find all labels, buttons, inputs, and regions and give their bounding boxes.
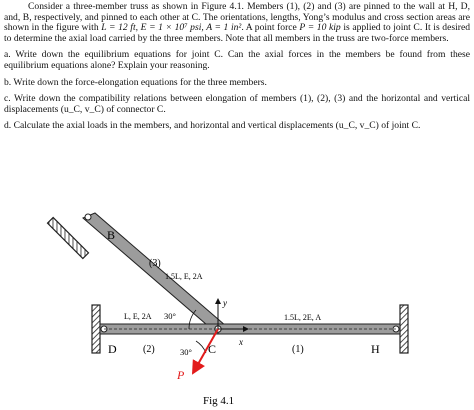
- label-member3: (3): [149, 258, 161, 269]
- problem-intro: [4, 2, 470, 44]
- force-value: P = 10 kip: [299, 22, 341, 34]
- question-d: d. Calculate the axial loads in the members, and horizontal and vertical displacements (u_C, v_C) of joint C.: [4, 120, 421, 132]
- label-angle-bottom: 30°: [180, 347, 192, 357]
- label-axis-y: y: [223, 298, 227, 308]
- label-member2: (2): [143, 344, 155, 355]
- wall-h: [400, 305, 408, 353]
- member-3: [83, 213, 226, 331]
- intro-text: is applied to joint C. It is desired to determine the axial load carried by the three members. Note that all members in the truss are two-force members.: [4, 22, 471, 44]
- label-d: D: [108, 342, 117, 356]
- label-props2: L, E, 2A: [124, 312, 152, 321]
- label-h: H: [371, 342, 380, 356]
- wall-d: [92, 305, 100, 353]
- truss-figure: [0, 205, 474, 410]
- question-b: b. Write down the force-elongation equations for the three members.: [4, 76, 267, 88]
- label-member1: (1): [292, 344, 304, 355]
- problem-statement: [4, 2, 470, 132]
- question-a: a. Write down the equilibrium equations for joint C. Can the axial forces in the members be found from these equilibrium equations alone? Explain your reasoning.: [4, 49, 470, 71]
- question-c: c. Write down the compatibility relations between elongation of members (1), (2), (3) and the horizontal and vertical displacements (u_C, v_C) of connector C.: [4, 93, 470, 115]
- label-angle-left: 30°: [164, 311, 176, 321]
- pin-b: [85, 214, 91, 220]
- label-c: C: [208, 342, 217, 356]
- figure-caption: Fig 4.1: [203, 395, 235, 407]
- intro-text: Consider a three-member truss as shown in Figure 4.1. Members (1), (2) and (3) are pinned to the wall at H, D, and, B, respectively, and pinned to each other at C. The orientations, lengths, Yong’s modulus and cross section areas are shown in the figure with: [4, 1, 470, 34]
- label-props3: 1.5L, E, 2A: [165, 272, 203, 281]
- given-values: L = 12 ft, E = 1 × 10⁷ psi, A = 1 in²: [101, 22, 242, 34]
- label-b: B: [107, 228, 116, 242]
- label-force-p: P: [177, 368, 185, 382]
- label-axis-x: x: [239, 337, 243, 347]
- label-props1: 1.5L, 2E, A: [284, 313, 322, 322]
- intro-text: . A point force: [241, 22, 300, 34]
- wall-b: [47, 217, 88, 258]
